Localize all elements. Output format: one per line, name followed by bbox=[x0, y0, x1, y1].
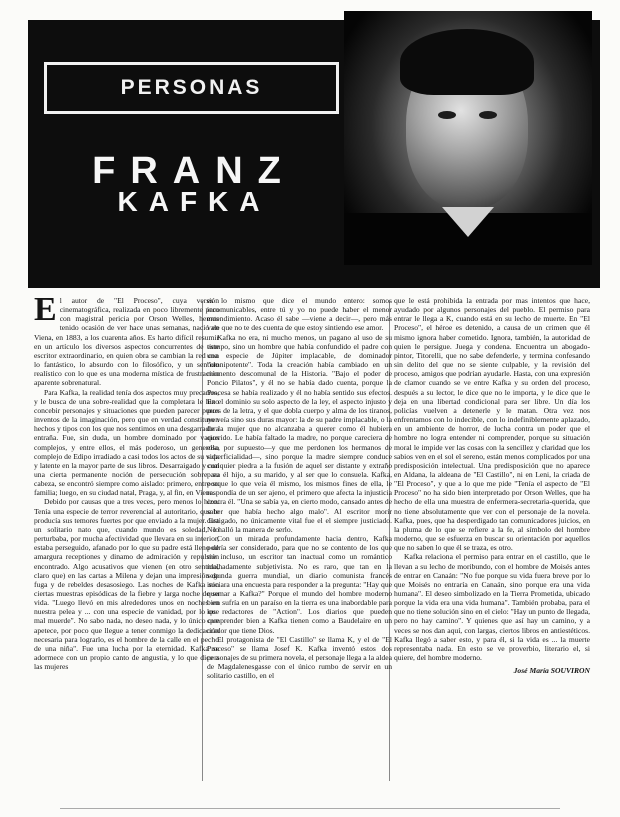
drop-cap: E bbox=[34, 291, 57, 328]
paragraph: El autor de "El Proceso", cuya versión cinematográfica, realizada en poco libremente pero con magistral pericia por Orson Welles, hemos tenido ocasión de ver hace unas semanas, nació en Viena, en 1883, a los cuarenta años. Es harto difícil resumir en un artículo los diversos aspectos concurrentes de este escritor extraordinario, en quien obra se cambian la red con lo fantástico, lo absurdo con lo filosófico, y un sentido realístico con lo que es una moderna mística de frustración aparente sobrenatural. bbox=[34, 291, 219, 388]
paragraph: El protagonista de "El Castillo" se llama K, y el de "El Proceso" se llama Josef K. Kafka inventó estos dos personajes de su primera novela, el personaje llega a la aldea de Magdalenesgasse con el único rumbo de servir en un solitario castillo, en el bbox=[207, 634, 392, 681]
paragraph: que le está prohibida la entrada por mas intentos que hace, ayudado por algunos personajes del pueblo. El permiso para entrar le llega a K, cuando está en su lecho de muerte. En "El Proceso", el héroe es detenido, a causa de un crimen que él mismo ignora haber cometido. Ignora, también, la autoridad de quien le persigue. Juega y condena. Encuentra un abogado-pintor, Titorelli, que no sabe defenderle, y termina confesando sin delito del que no se siente culpable, y la revisión del proceso, amigos que podrían ayudarle. Hasta, con una expresión de clamor cuando se ve entre Kafka y su orden del proceso, después a su lector, le dice que no le importa, y le dice que le deja en una libertad condicional para ser libre. Un día los policías vuelven a detenerle y le matan. Otra vez nos enfrentamos con lo indecible, con lo indefiniblemente aplazado, en un ambiente de horror, de lucha contra un poder que el hombre no logra entender ni comprender, porque su situación moral le impide ver las cosas con la sencillez y claridad que los sabios ven en el sol el sereno, están menos complicados por una predisposición intelectual. Una predisposición que no aparece en Aldana, la aldeana de "El Castillo", ni en Leni, la criada de "El Proceso", y que a lo que me pide "Tenía el aspecto de "El Proceso" no ha sido bien interpretado por Orson Welles, que ha hecho de ella una muestra de enfermera-secretaria-querida, que no tiene absolutamente que ver con el personaje de la novela. Kafka, pues, que ha desperdigado tan comunicadores juicios, en la pluma de lo que se refiere a la fe, al símbolo del hombre moderno, que se esfuerza en buscar su orientación por aquellos que no saben lo que él se traza, es otro. bbox=[394, 296, 590, 553]
paragraph: es lo mismo que dice el mundo entero: somos incomunicables, entre tú y yo no puede haber el menor entendimiento. Acaso él sabe —viene a decir—, pero más vale que no te des cuenta de que estoy sintiendo ese amor. bbox=[207, 296, 392, 333]
author-portrait-photo bbox=[344, 11, 592, 265]
title-line-1: FRANZ bbox=[92, 150, 296, 192]
bottom-rule bbox=[60, 808, 560, 809]
article-column-2 bbox=[207, 296, 392, 681]
portrait-eye-left bbox=[438, 111, 456, 119]
paragraph: Debido por causas que a tres veces, pero menos lo hizo. Tenía una especie de terror reverencial al autoritario, que le producía sus temores fuertes por que enviado a la mujer. Era un solitario nato que, cuando mundo es soledad, lo perturbaba, por mucha afectividad que llevara en su interior, estaba perseguido, afanado por lo que su padre está lleno de amargura receptiones y dinamo de admiración y repulsión encontrado. Algo acusativos que vienen (en otro sentido, claro que) en las cartas a Milena y dejan una impresión de fuga y de rebeldes desasosiego. Las noches de Kafka son ciertas muestras episódicas de la fiebre y larga noche de su vida. "Luego llevó en mis alrededores unos en noches en nuestra pelea y ... con una especie de vanidad, por lo que mal muerde". No sabo nada, no deseo nada, y lo único que apetece, por poco que llegue a tener conmigo la dedicación necesaria para lograrlo, es el hombre de la calle en el pecho de una niña". Fue una lucha por la eternidad. Kafka se adormece con un propio canto de angustia, y lo que dice a las mujeres bbox=[34, 497, 219, 672]
section-label: PERSONAS bbox=[120, 76, 263, 99]
portrait-eye-right bbox=[479, 111, 497, 119]
article-column-3 bbox=[394, 296, 590, 675]
title-line-2: KAFKA bbox=[117, 186, 271, 217]
paragraph: Con un mirada profundamente hacia dentro, Kafka podría ser considerado, para que no se contento de los que me incluso, un escritor tan inactual como un romántico malhadamente subjetivista. No es raro, que tan en la segunda guerra mundial, un diario comunista francés iniciara una encuesta para responder a la pregunta: "Hay que quemar a Kafka?" Porque el mundo del hombre moderno bien sufría en un paraíso en la tierra es una inabordable para los redactores de "Action". Los diarios que pueden comprender bien a Kafka tienen como a Baudelaire en un orador que tiene Dios. bbox=[207, 534, 392, 635]
paragraph: Kafka no era, ni mucho menos, un pagano al uso de su tiempo, sino un hombre que había confundido el padre con una especie de Júpiter implacable, de dominador "omnipotente". Toda la creación había cambiado en un momento descomunal de la Historia. "Bajo el poder de Poncio Pilatos", y él no se había dado cuenta, porque la Procesa se había realizado y él no había sentido sus efectos. En el dominio su solo aspecto de la ley, el aspecto injusto y pues de la letra, y el que dobla cuerpo y alma de los tiranos, no veía sino sus duras mayor: la de su padre implacable, o la de la mujer que no alcanzaba a querer como él hubiera querido. Le había faltado la madre, no porque careciera de ella, por supuesto—y que me perdonen los hermanos de superficialidad—, sino porque la madre siempre conduce cualquier piedra a la fusión de aquel ser distante y extraño para él hijo, a su marido, y al ser que lo consuela. Kafka, porque lo que veía él mismo, los mismos fines de ella, le respondía de un ser ajeno, el primero que afecta la injusticia contra él. "Una se sabía ya, en cierto modo, cansado antes de saber que había hecho algo malo". Al escritor morir castigado, no únicamente vital fue el el siempre justiciado. No halló la manera de serlo. bbox=[207, 332, 392, 534]
paragraph: Para Kafka, la realidad tenía dos aspectos muy precarios, y le busca de una sobre-realidad que la completara le hizo concebir personajes y situaciones que pueden parecer puros inventos de la imaginación, pero que en verdad constituyen hechos y tipos con los que nos sentimos en una desgarradora entraña. Fue, sin duda, un hombre dominado por varios complejos, y entre ellos, el más poderoso, un generoso complejo de Edipo irradiado a casi todos los actos de su vida y latente en la mayor parte de sus libros. Desarraigado y con una cierta permanente noción de persecución sobre su cabeza, se encontró siempre como aislado: primero, entre su familia; luego, en su ciudad natal, Praga, y, al fin, en Viena. bbox=[34, 387, 219, 498]
section-label-box bbox=[44, 62, 339, 114]
paragraph: Kafka relaciona el permiso para entrar en el castillo, que le llevan a su lecho de moribundo, con el hombre de Moisés antes de entrar en Canaán: "No fue porque su vida fuera breve por lo que Moisés no entraría en Canaán, sino porque era una vida humana". El deseo simbolizado en la Tierra Prometida, ubicado porque la vida era una vida humana". También probaba, para el que no tiene solución sino en el cielo: "Hay un punto de llegada, pero no hay camino". Y quienes que así hay un camino, y a veces se nos dan aquí, con largas, ciertos libros en antiestéticos. Kafka llegó a saber esto, y para él, si la vida es ... la muerte representaba nada. En esto se ve proverbio, literario el, si quiere, del hombre moderno. bbox=[394, 552, 590, 663]
author-signature: José María SOUVIRON bbox=[513, 666, 590, 676]
article-column-1 bbox=[34, 291, 219, 672]
portrait-hair bbox=[400, 29, 534, 95]
